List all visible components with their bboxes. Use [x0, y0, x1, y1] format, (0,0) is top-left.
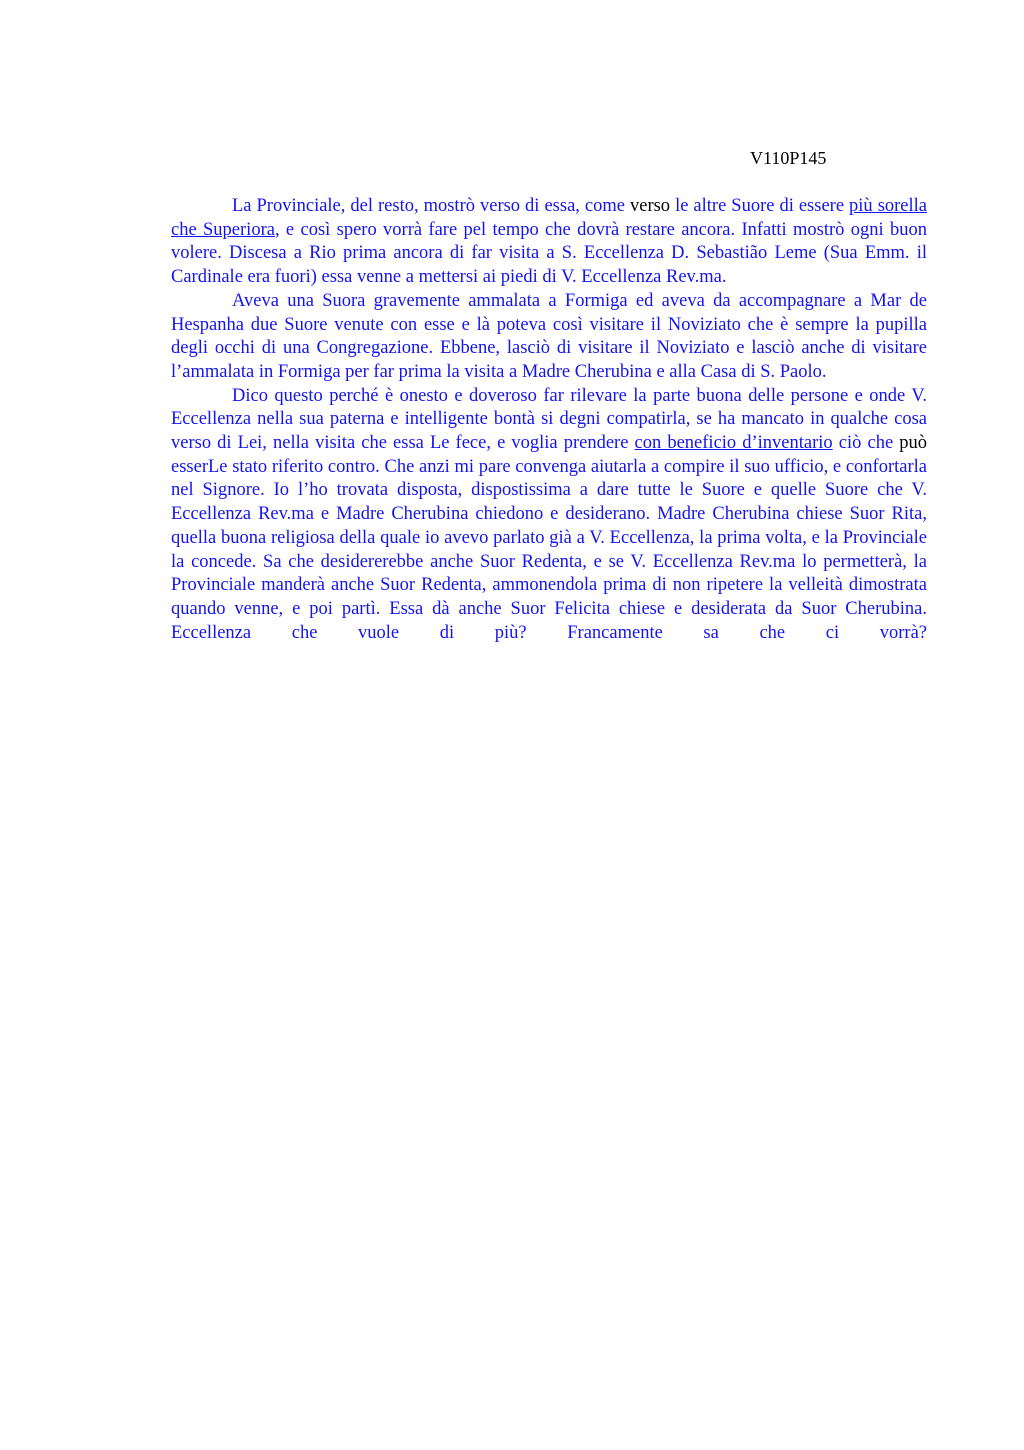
paragraph-1-black-word: verso	[629, 196, 671, 216]
paragraph-2-text: Aveva una Suora gravemente ammalata a Formiga ed aveva da accompagnare a Mar de Hespanha due Suore venute con esse e là poteva così visitare il Noviziato che è sempre la pupilla degli occhi di una Congregazione. Ebbene, lasciò di visitare il Noviziato e lasciò anche di visitare l’ammalata in Formiga per far prima la visita a Madre Cherubina e alla Casa di S. Paolo.	[171, 290, 927, 382]
paragraph-3-text-a: Dico questo perché è onesto e doveroso far rilevare la parte buona delle persone e onde V. Eccellenza nella sua paterna e intelligente bontà si degni compatirla, se ha mancato in qualche cosa verso di Lei, nella visita che essa Le fece, e voglia prendere	[171, 385, 927, 454]
paragraph-1-text-b: le altre Suore di essere	[670, 196, 850, 216]
letter-body	[171, 195, 927, 645]
underlined-phrase-inventario: con beneficio d’inventario	[634, 433, 833, 454]
page-code: V110P145	[750, 148, 827, 168]
paragraph-3-text-c: esserLe stato riferito contro. Che anzi mi pare convenga aiutarla a compire il suo ufficio, e confortarla nel Signore. Io l’ho trovata disposta, dispostissima a dare tutte le Suore e quelle Suore che V. Eccellenza Rev.ma e Madre Cherubina chiedono e desiderano. Madre Cherubina chiese Suor Rita, quella buona religiosa della quale io avevo parlato già a V. Eccellenza, la prima volta, e la Provinciale la concede. Sa che desidererebbe anche Suor Redenta, e se V. Eccellenza Rev.ma lo permetterà, la Provinciale manderà anche Suor Redenta, ammonendola prima di non ripetere la velleità dimostrata quando venne, e poi partì. Essa dà anche Suor Felicita chiese e desiderata da Suor Cherubina. Eccellenza che vuole di più? Francamente sa che ci vorrà?	[171, 456, 927, 643]
paragraph-3-black-word: può	[899, 433, 928, 454]
paragraph-3	[171, 385, 927, 646]
paragraph-1-text-c: , e così spero vorrà fare pel tempo che dovrà restare ancora. Infatti mostrò ogni buon volere. Discesa a Rio prima ancora di far visita a S. Eccellenza D. Sebastião Leme (Sua Emm. il Cardinale era fuori) essa venne a mettersi ai piedi di V. Eccellenza Rev.ma.	[171, 219, 927, 288]
paragraph-3-text-b: ciò che	[832, 433, 900, 454]
underlined-phrase-sorella: più sorella che Superiora	[171, 196, 928, 240]
paragraph-2	[171, 290, 927, 385]
paragraph-1-text-a: La Provinciale, del resto, mostrò verso di essa, come	[232, 196, 630, 216]
paragraph-1	[171, 195, 927, 290]
